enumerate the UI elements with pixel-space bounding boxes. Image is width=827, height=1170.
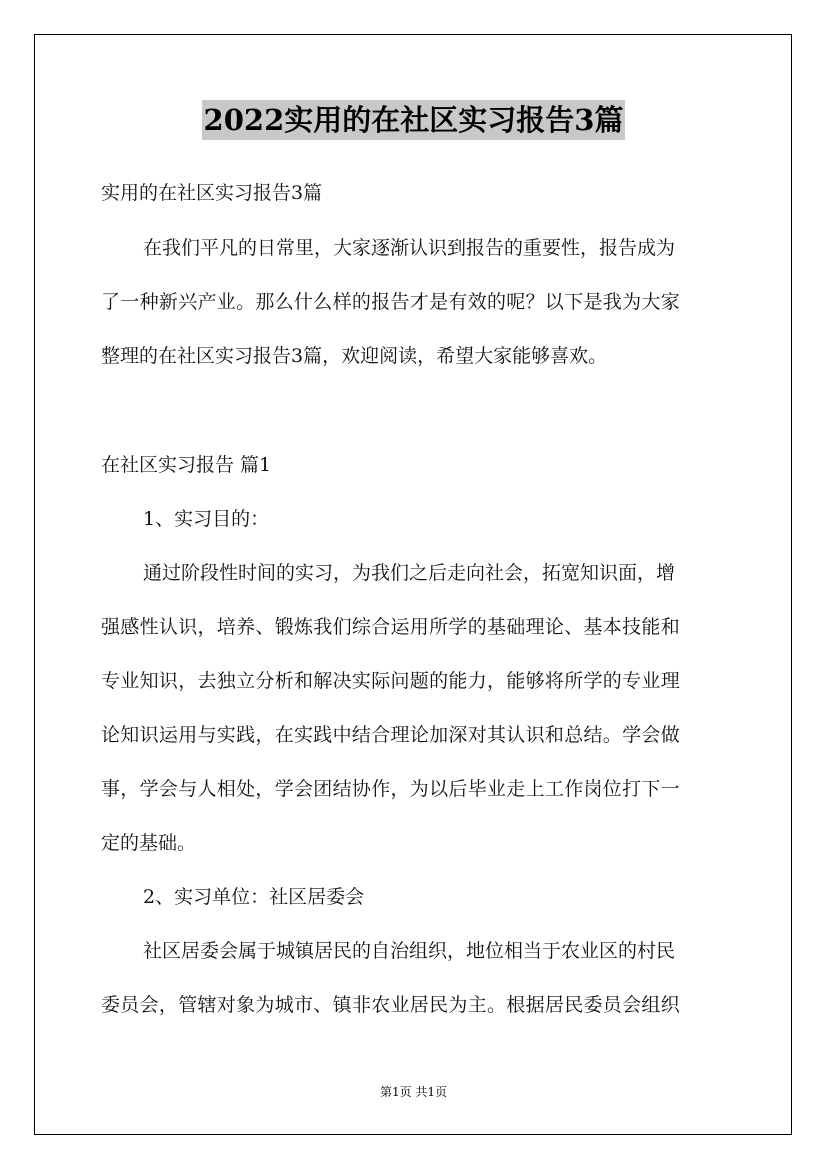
page-footer: 第1页 共1页: [379, 1085, 448, 1099]
body-line: 社区居委会属于城镇居民的自治组织，地位相当于农业区的村民: [143, 940, 676, 962]
subtitle: 实用的在社区实习报告3篇: [101, 182, 323, 204]
body-line: 定的基础。: [101, 832, 197, 854]
section-heading: 在社区实习报告 篇1: [101, 454, 272, 476]
intro-line: 在我们平凡的日常里，大家逐渐认识到报告的重要性，报告成为: [143, 237, 676, 259]
item-heading: 1、实习目的：: [143, 508, 270, 530]
body-line: 通过阶段性时间的实习，为我们之后走向社会，拓宽知识面，增: [143, 562, 676, 584]
item-heading: 2、实习单位：社区居委会: [143, 886, 365, 908]
body-line: 论知识运用与实践，在实践中结合理论加深对其认识和总结。学会做: [101, 724, 681, 746]
intro-line: 整理的在社区实习报告3篇，欢迎阅读，希望大家能够喜欢。: [101, 345, 608, 367]
title-container: [0, 100, 827, 140]
intro-line: 了一种新兴产业。那么什么样的报告才是有效的呢？以下是我为大家: [101, 291, 681, 313]
body-line: 委员会，管辖对象为城市、镇非农业居民为主。根据居民委员会组织: [101, 994, 681, 1016]
body-line: 事，学会与人相处，学会团结协作，为以后毕业走上工作岗位打下一: [101, 778, 681, 800]
body-line: 专业知识，去独立分析和解决实际问题的能力，能够将所学的专业理: [101, 670, 681, 692]
document-title: 2022实用的在社区实习报告3篇: [202, 100, 626, 140]
body-line: 强感性认识，培养、锻炼我们综合运用所学的基础理论、基本技能和: [101, 616, 681, 638]
